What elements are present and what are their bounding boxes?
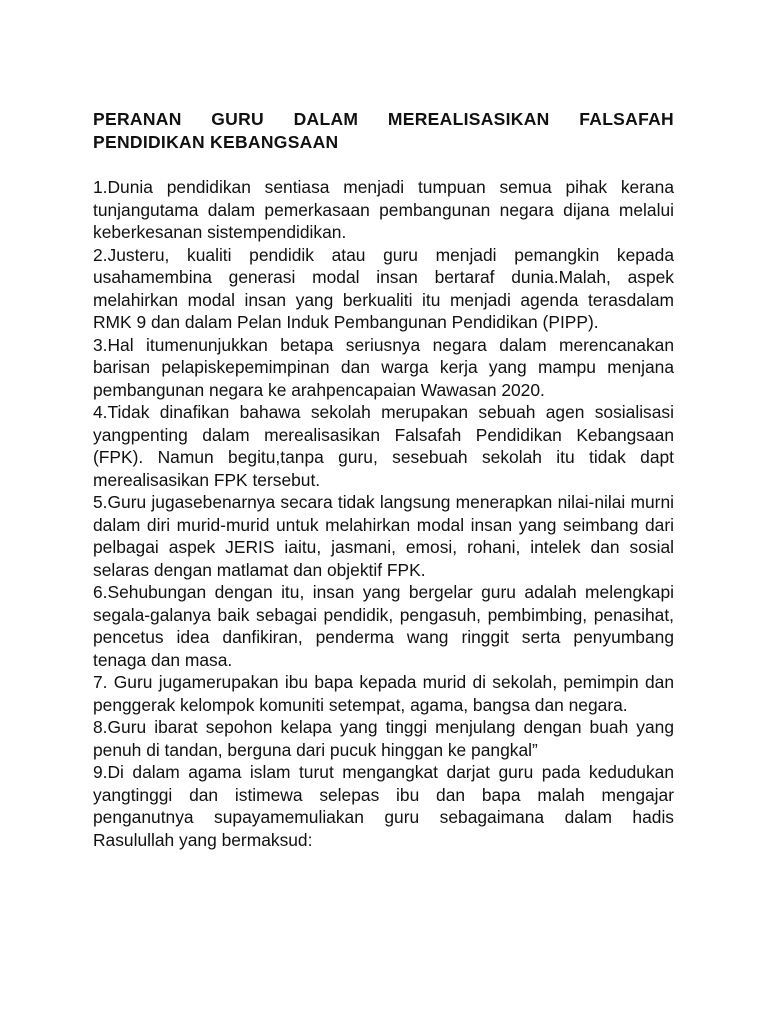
paragraph-7: 7. Guru jugamerupakan ibu bapa kepada murid di sekolah, pemimpin dan penggerak kelompok komuniti setempat, agama, bangsa dan negara. <box>93 672 674 715</box>
paragraph-8: 8.Guru ibarat sepohon kelapa yang tinggi menjulang dengan buah yang penuh di tandan, berguna dari pucuk hinggan ke pangkal” <box>93 717 674 760</box>
paragraph-9: 9.Di dalam agama islam turut mengangkat darjat guru pada kedudukan yangtinggi dan istimewa selepas ibu dan bapa malah mengajar penganutnya supayamemuliakan guru sebagaimana dalam hadis Rasulullah yang bermaksud: <box>93 762 674 850</box>
paragraph-4: 4.Tidak dinafikan bahawa sekolah merupakan sebuah agen sosialisasi yangpenting dalam merealisasikan Falsafah Pendidikan Kebangsaan (FPK). Namun begitu,tanpa guru, sesebuah sekolah itu tidak dapt merealisasikan FPK tersebut. <box>93 402 674 490</box>
document-title: PERANAN GURU DALAM MEREALISASIKAN FALSAFAH PENDIDIKAN KEBANGSAAN <box>93 109 674 152</box>
paragraph-5: 5.Guru jugasebenarnya secara tidak langsung menerapkan nilai-nilai murni dalam diri murid-murid untuk melahirkan modal insan yang seimbang dari pelbagai aspek JERIS iaitu, jasmani, emosi, rohani, intelek dan sosial selaras dengan matlamat dan objektif FPK. <box>93 492 674 580</box>
document-body <box>93 176 674 851</box>
paragraph-2: 2.Justeru, kualiti pendidik atau guru menjadi pemangkin kepada usahamembina generasi modal insan bertaraf dunia.Malah, aspek melahirkan modal insan yang berkualiti itu menjadi agenda terasdalam RMK 9 dan dalam Pelan Induk Pembangunan Pendidikan (PIPP). <box>93 244 674 332</box>
paragraph-6: 6.Sehubungan dengan itu, insan yang bergelar guru adalah melengkapi segala-galanya baik sebagai pendidik, pengasuh, pembimbing, penasihat, pencetus idea danfikiran, penderma wang ringgit serta penyumbang tenaga dan masa. <box>93 582 674 670</box>
paragraph-1: 1.Dunia pendidikan sentiasa menjadi tumpuan semua pihak kerana tunjangutama dalam pemerkasaan pembangunan negara dijana melalui keberkesanan sistempendidikan. <box>93 177 674 242</box>
paragraph-3: 3.Hal itumenunjukkan betapa seriusnya negara dalam merencanakan barisan pelapiskepemimpinan dan warga kerja yang mampu menjana pembangunan negara ke arahpencapaian Wawasan 2020. <box>93 334 674 400</box>
document-page <box>93 108 674 851</box>
